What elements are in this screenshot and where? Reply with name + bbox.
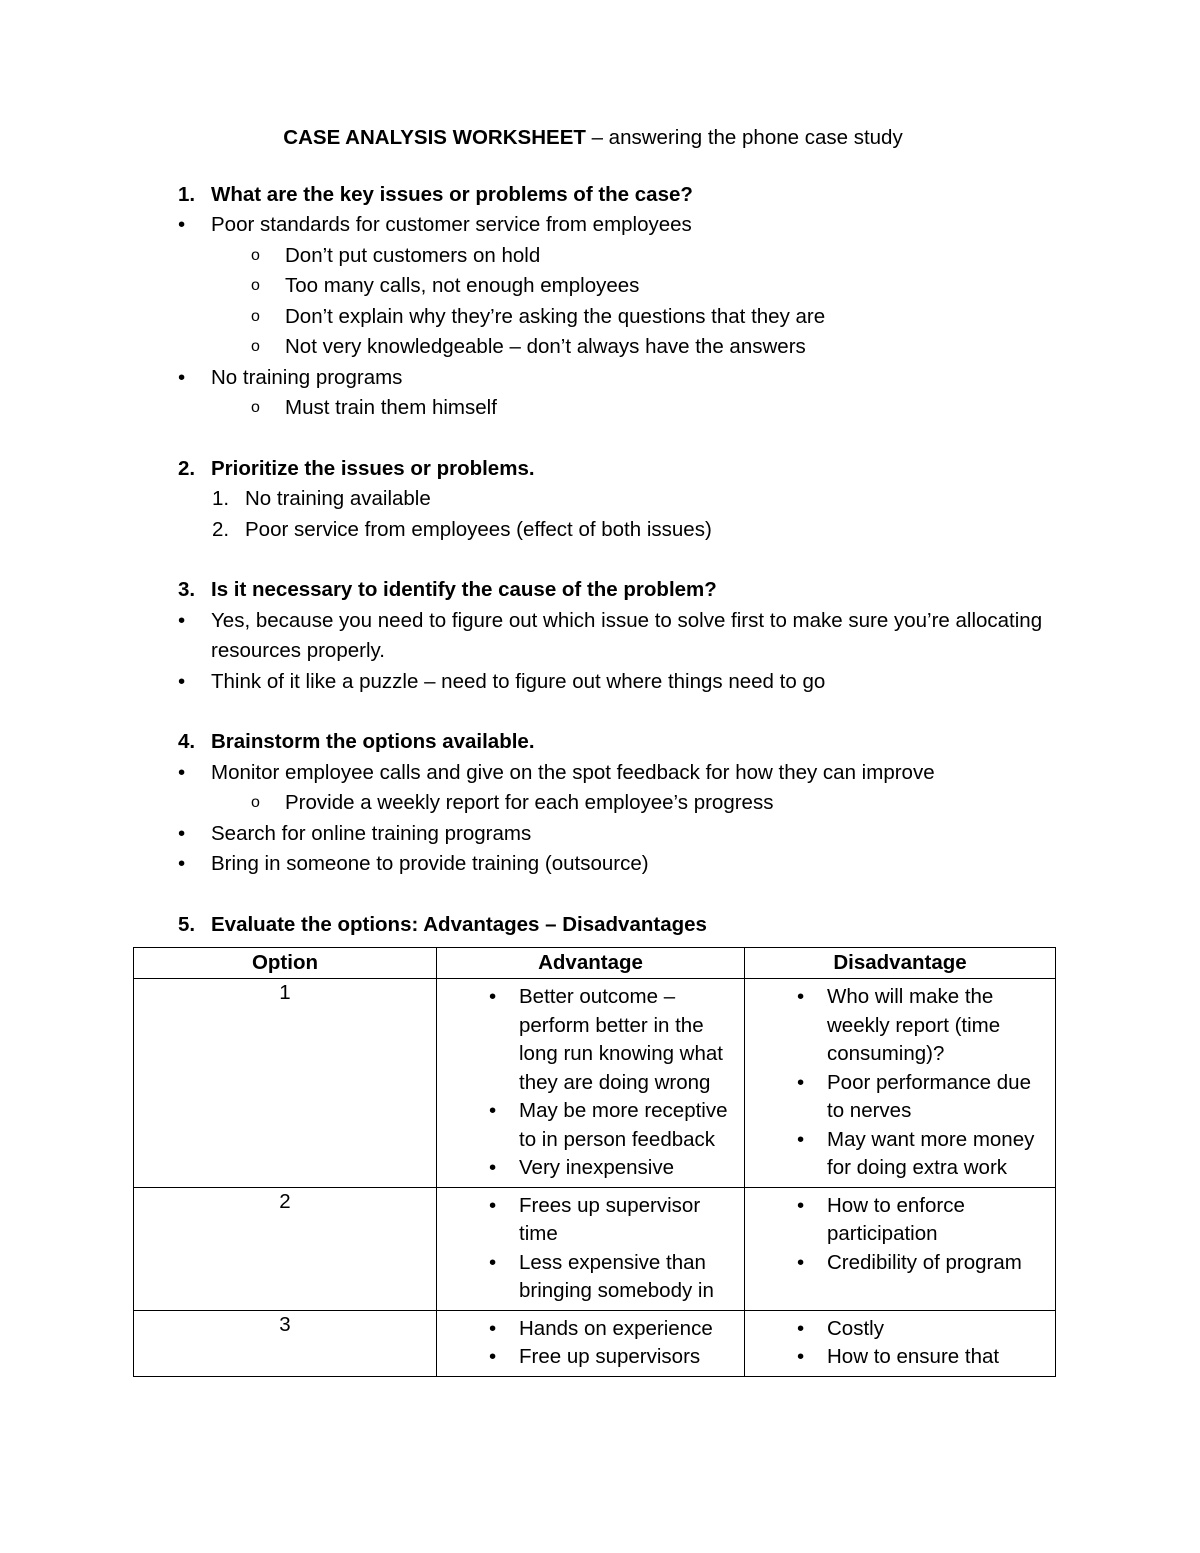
- bullet-icon: •: [489, 1250, 497, 1274]
- cell-disadvantage: [745, 1310, 1056, 1376]
- section-4-heading-text: Brainstorm the options available.: [211, 730, 535, 753]
- list-item: [133, 788, 1053, 819]
- list-item-label: Better outcome – perform better in the long run knowing what they are doing wrong: [519, 985, 723, 1094]
- circle-bullet-icon: o: [251, 794, 260, 811]
- advantage-list: [437, 979, 744, 1187]
- list-item: [133, 302, 1053, 333]
- list-item: [437, 1097, 738, 1154]
- list-item: [437, 1154, 738, 1183]
- column-header-advantage: Advantage: [437, 948, 745, 979]
- cell-advantage: [437, 1187, 745, 1310]
- list-item-label: Credibility of program: [827, 1250, 1022, 1274]
- list-item: [437, 1192, 738, 1249]
- cell-disadvantage: [745, 979, 1056, 1188]
- circle-bullet-icon: o: [251, 338, 260, 355]
- advantage-list: [437, 1188, 744, 1310]
- advantage-list: [437, 1311, 744, 1376]
- section-2-number: 2.: [178, 456, 196, 480]
- list-item: [133, 271, 1053, 302]
- disadvantage-list: [745, 979, 1055, 1187]
- list-item-label: No training programs: [211, 365, 403, 389]
- cell-option: 2: [134, 1187, 437, 1310]
- spacer: [133, 545, 1053, 575]
- list-item: [745, 1069, 1049, 1126]
- list-item: [437, 1315, 738, 1344]
- cell-advantage: [437, 979, 745, 1188]
- list-item: [133, 515, 1053, 546]
- disadvantage-list: [745, 1311, 1055, 1376]
- list-item-label: How to ensure that: [827, 1345, 1000, 1368]
- spacer: [133, 880, 1053, 910]
- disadvantage-list: [745, 1188, 1055, 1282]
- column-header-option: Option: [134, 948, 437, 979]
- list-item-label: Costly: [827, 1316, 884, 1340]
- circle-bullet-icon: o: [251, 399, 260, 416]
- list-item-label: Don’t put customers on hold: [285, 243, 541, 267]
- bullet-icon: •: [489, 985, 497, 1008]
- section-2: [133, 454, 1053, 546]
- cell-advantage: [437, 1310, 745, 1376]
- section-3-heading: [133, 575, 1053, 606]
- section-3-heading-text: Is it necessary to identify the cause of the problem?: [211, 578, 717, 601]
- list-item: [437, 1249, 738, 1306]
- bullet-icon: •: [178, 669, 186, 693]
- table-row: [134, 1310, 1056, 1376]
- list-item: [437, 983, 738, 1097]
- table-row: [134, 1187, 1056, 1310]
- list-item-label: Poor standards for customer service from employees: [211, 213, 692, 236]
- bullet-icon: •: [178, 760, 186, 784]
- section-1-number: 1.: [178, 182, 196, 206]
- cell-option: 1: [134, 979, 437, 1188]
- list-item-label: May want more money for doing extra work: [827, 1127, 1035, 1179]
- bullet-icon: •: [797, 1127, 805, 1151]
- section-1-heading-text: What are the key issues or problems of the case?: [211, 182, 693, 206]
- list-item-label: Not very knowledgeable – don’t always have the answers: [285, 335, 806, 358]
- list-item-number: 2.: [212, 517, 230, 541]
- list-item: [745, 1192, 1049, 1249]
- bullet-icon: •: [489, 1345, 497, 1368]
- list-item: [745, 1249, 1049, 1278]
- list-item: [745, 1126, 1049, 1183]
- list-item: [133, 484, 1053, 515]
- page-title-rest: – answering the phone case study: [585, 126, 903, 149]
- circle-bullet-icon: o: [251, 307, 260, 325]
- list-item-label: Search for online training programs: [211, 821, 532, 845]
- list-item: [133, 667, 1053, 698]
- list-item-label: May be more receptive to in person feedback: [519, 1099, 728, 1151]
- list-item-label: Frees up supervisor time: [519, 1193, 701, 1245]
- list-item-label: Bring in someone to provide training (outsource): [211, 852, 649, 875]
- document-body: [133, 128, 1053, 1377]
- bullet-icon: •: [489, 1099, 497, 1122]
- bullet-icon: •: [797, 1193, 805, 1217]
- circle-bullet-icon: o: [251, 277, 260, 294]
- list-item: [133, 606, 1053, 667]
- list-item-label: Poor service from employees (effect of both issues): [245, 517, 712, 541]
- table-header-row: [134, 948, 1056, 979]
- section-4-heading: [133, 727, 1053, 758]
- section-1-heading: [133, 180, 1053, 211]
- section-2-heading-text: Prioritize the issues or problems.: [211, 456, 535, 480]
- bullet-icon: •: [178, 608, 186, 632]
- section-4: [133, 727, 1053, 880]
- section-4-number: 4.: [178, 730, 196, 753]
- page-title: [133, 128, 1053, 149]
- bullet-icon: •: [489, 1193, 497, 1217]
- bullet-icon: •: [178, 365, 186, 389]
- list-item-label: No training available: [245, 487, 431, 510]
- list-item-label: Must train them himself: [285, 396, 497, 419]
- list-item: [133, 241, 1053, 272]
- list-item-label: Too many calls, not enough employees: [285, 274, 640, 297]
- list-item-label: Don’t explain why they’re asking the questions that they are: [285, 304, 826, 328]
- bullet-icon: •: [797, 1316, 805, 1340]
- section-5: [133, 910, 1053, 1377]
- list-item: [745, 1315, 1049, 1344]
- list-item-number: 1.: [212, 487, 230, 510]
- bullet-icon: •: [489, 1316, 497, 1340]
- page-title-bold: CASE ANALYSIS WORKSHEET: [283, 126, 586, 149]
- list-item-label: Yes, because you need to figure out which issue to solve first to make sure you’re allocating resources properly.: [211, 608, 1043, 662]
- list-item-label: Monitor employee calls and give on the spot feedback for how they can improve: [211, 760, 935, 784]
- list-item-label: Provide a weekly report for each employee’s progress: [285, 791, 774, 814]
- cell-option: 3: [134, 1310, 437, 1376]
- list-item-label: Hands on experience: [519, 1316, 713, 1340]
- spacer: [133, 149, 1053, 180]
- table-row: [134, 979, 1056, 1188]
- section-3-number: 3.: [178, 578, 196, 601]
- spacer: [133, 424, 1053, 454]
- list-item: [745, 1343, 1049, 1372]
- list-item: [133, 210, 1053, 241]
- circle-bullet-icon: o: [251, 246, 260, 264]
- section-1: [133, 180, 1053, 424]
- bullet-icon: •: [797, 1250, 805, 1274]
- list-item: [437, 1343, 738, 1372]
- bullet-icon: •: [797, 1345, 805, 1368]
- list-item: [133, 819, 1053, 850]
- section-3: [133, 575, 1053, 697]
- list-item-label: How to enforce participation: [827, 1193, 965, 1245]
- spacer: [133, 697, 1053, 727]
- list-item-label: Who will make the weekly report (time consuming)?: [827, 985, 1001, 1065]
- list-item-label: Free up supervisors: [519, 1345, 701, 1368]
- section-5-heading-text: Evaluate the options: Advantages – Disadvantages: [211, 912, 707, 936]
- list-item: [133, 393, 1053, 424]
- column-header-disadvantage: Disadvantage: [745, 948, 1056, 979]
- list-item: [133, 758, 1053, 789]
- list-item: [133, 849, 1053, 880]
- bullet-icon: •: [178, 821, 186, 845]
- list-item: [133, 332, 1053, 363]
- list-item-label: Think of it like a puzzle – need to figure out where things need to go: [211, 669, 826, 693]
- section-2-heading: [133, 454, 1053, 485]
- evaluation-table: [133, 947, 1056, 1377]
- list-item-label: Very inexpensive: [519, 1156, 674, 1179]
- section-5-heading: [133, 910, 1053, 941]
- list-item: [745, 983, 1049, 1069]
- list-item-label: Less expensive than bringing somebody in: [519, 1250, 714, 1302]
- bullet-icon: •: [178, 213, 186, 236]
- list-item-label: Poor performance due to nerves: [827, 1070, 1031, 1122]
- bullet-icon: •: [797, 985, 805, 1008]
- bullet-icon: •: [178, 852, 186, 875]
- cell-disadvantage: [745, 1187, 1056, 1310]
- bullet-icon: •: [797, 1070, 805, 1094]
- section-5-number: 5.: [178, 912, 196, 936]
- bullet-icon: •: [489, 1156, 497, 1179]
- list-item: [133, 363, 1053, 394]
